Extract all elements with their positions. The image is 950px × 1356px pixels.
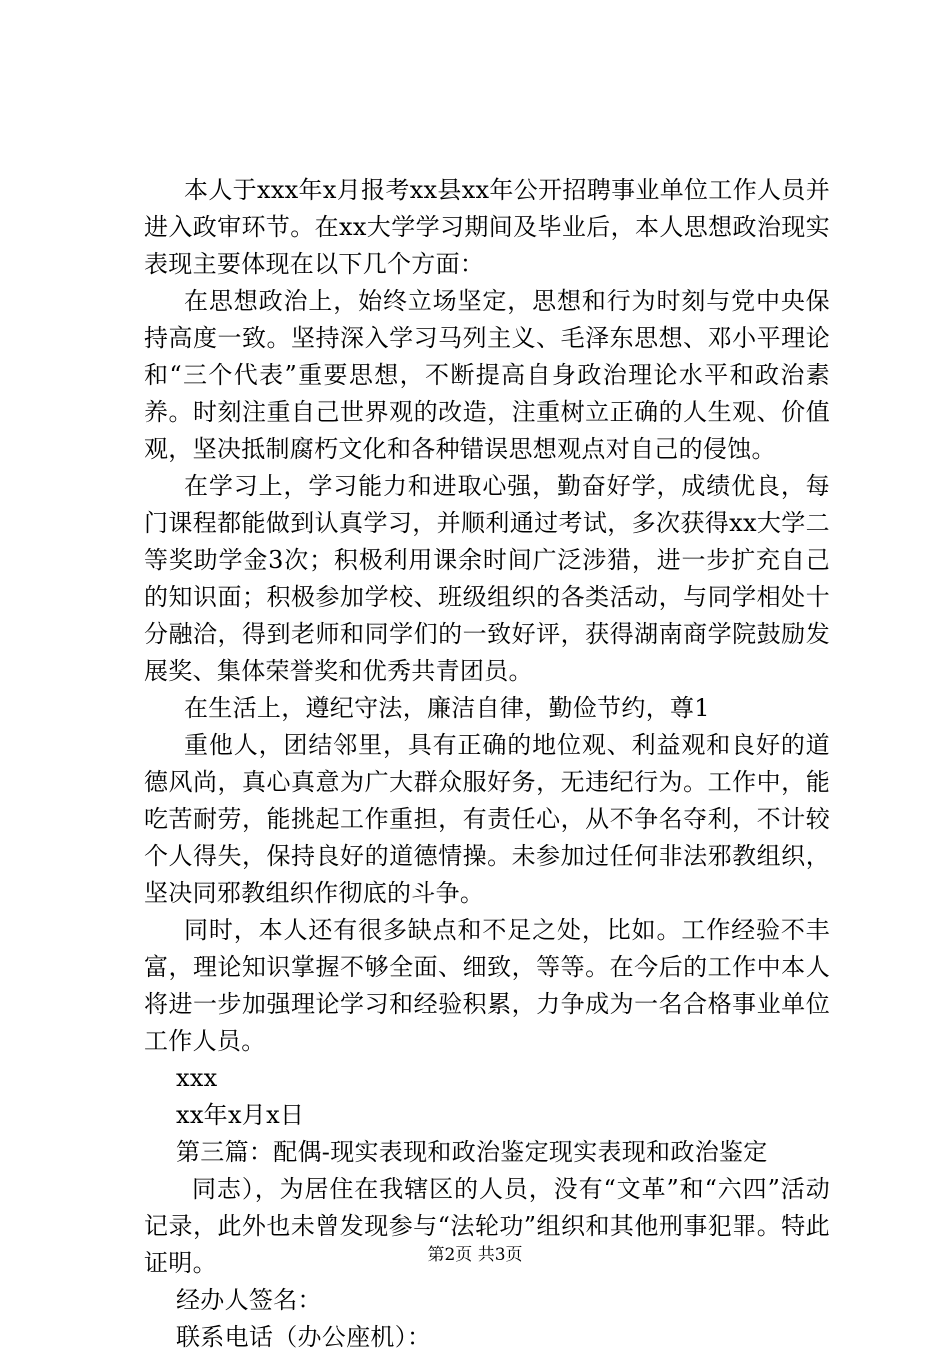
paragraph-study: 在学习上，学习能力和进取心强，勤奋好学，成绩优良，每门课程都能做到认真学习，并顺利通过考试，多次获得xx大学二等奖助学金3次；积极利用课余时间广泛涉猎，进一步扩充自己的知识面；积极参加学校、班级组织的各类活动，与同学相处十分融洽，得到老师和同学们的一致好评，获得湖南商学院鼓励发展奖、集体荣誉奖和优秀共青团员。 [144,472,830,685]
contact-phone-label: 联系电话（办公座机）： [176,1323,432,1351]
document-body [144,172,830,1356]
page-footer: 第2页 共3页 [427,1245,523,1265]
signature-name: xxx [176,1064,218,1092]
paragraph-intro: 本人于xxx年x月报考xx县xx年公开招聘事业单位工作人员并进入政审环节。在xx大学学习期间及毕业后，本人思想政治现实表现主要体现在以下几个方面： [144,176,830,278]
paragraph-shortcomings: 同时，本人还有很多缺点和不足之处，比如。工作经验不丰富，理论知识掌握不够全面、细致，等等。在今后的工作中本人将进一步加强理论学习和经验积累，力争成为一名合格事业单位工作人员。 [144,916,830,1055]
paragraph-life: 在生活上，遵纪守法，廉洁自律，勤俭节约，尊1 [184,694,710,722]
signature-date: xx年x月x日 [176,1101,305,1129]
handler-signature-label: 经办人签名： [176,1286,322,1314]
section-heading: 第三篇：配偶-现实表现和政治鉴定现实表现和政治鉴定 [176,1138,768,1166]
certificate-text: 同志），为居住在我辖区的人员，没有“文革”和“六四”活动记录，此外也未曾发现参与“法轮功”组织和其他刑事犯罪。特此证明。 [144,1175,830,1277]
paragraph-politics: 在思想政治上，始终立场坚定，思想和行为时刻与党中央保持高度一致。坚持深入学习马列主义、毛泽东思想、邓小平理论和“三个代表”重要思想，不断提高自身政治理论水平和政治素养。时刻注重自己世界观的改造，注重树立正确的人生观、价值观，坚决抵制腐朽文化和各种错误思想观点对自己的侵蚀。 [144,287,830,463]
paragraph-conduct: 重他人，团结邻里，具有正确的地位观、利益观和良好的道德风尚，真心真意为广大群众服好务，无违纪行为。工作中，能吃苦耐劳，能挑起工作重担，有责任心，从不争名夺利，不计较个人得失，保持良好的道德情操。未参加过任何非法邪教组织，坚决同邪教组织作彻底的斗争。 [144,731,830,907]
